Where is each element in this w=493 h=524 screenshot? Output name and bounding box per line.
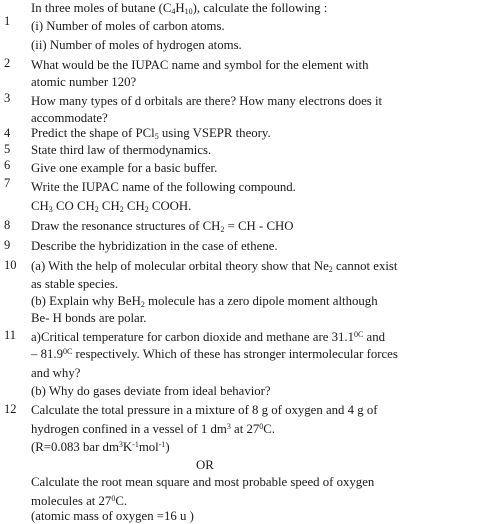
question-text-line: (atomic mass of oxygen =16 u ) xyxy=(31,509,194,523)
question-text-line: (a) With the help of molecular orbital theory show that $Ne_2$ cannot exist xyxy=(31,259,398,274)
question-text-line: (ii) Number of moles of hydrogen atoms. xyxy=(31,38,242,52)
question-number: 7 xyxy=(4,176,11,190)
question-text-line: hydrogen confined in a vessel of 1 $dm^3$ at $27^0C$. xyxy=(31,422,276,436)
question-text-line: (R=0.083 bar $dm^3K^{-1}mol^{-1}$) xyxy=(31,440,170,454)
question-number: 10 xyxy=(4,258,17,272)
question-text-line: and why? xyxy=(31,366,81,380)
question-text-line: as stable species. xyxy=(31,277,119,291)
question-text-line: – $81.9^{0C}$ respectively. Which of these has stronger intermolecular forces xyxy=(31,347,398,361)
question-text-line: Draw the resonance structures of $CH_2$ = CH - CHO xyxy=(31,219,294,234)
question-text-line: a)Critical temperature for carbon dioxide and methane are $31.1^{0C}$ and xyxy=(31,330,386,344)
question-number: 8 xyxy=(4,218,11,232)
question-text-line: State third law of thermodynamics. xyxy=(31,143,212,157)
question-text-line: Write the IUPAC name of the following compound. xyxy=(31,180,296,194)
question-number: 4 xyxy=(4,126,11,140)
question-text-line: molecules at $27^0C$. xyxy=(31,494,128,508)
question-text-line: Be- H bonds are polar. xyxy=(31,311,147,325)
question-text-line: (i) Number of moles of carbon atoms. xyxy=(31,19,225,33)
question-number: 12 xyxy=(4,402,17,416)
question-number: 6 xyxy=(4,158,11,172)
question-text-line: What would be the IUPAC name and symbol for the element with xyxy=(31,58,369,72)
question-number: 11 xyxy=(4,328,17,342)
question-text-line: Give one example for a basic buffer. xyxy=(31,161,218,175)
question-number: 2 xyxy=(4,56,11,70)
question-number: 1 xyxy=(4,14,11,28)
question-text-line: (b) Why do gases deviate from ideal behavior? xyxy=(31,384,271,398)
question-number: 9 xyxy=(4,238,11,252)
question-text-line: (b) Explain why BeH$_2$ molecule has a zero dipole moment although xyxy=(31,294,378,309)
question-number: 3 xyxy=(4,91,11,105)
question-text-line: atomic number 120? xyxy=(31,75,137,89)
question-text-line: Predict the shape of PCl$_5$ using VSEPR theory. xyxy=(31,126,271,141)
question-number: 5 xyxy=(4,142,11,156)
question-text-line: Describe the hybridization in the case of ethene. xyxy=(31,239,278,253)
question-text-line: In three moles of butane $(C_4H_{10})$, calculate the following : xyxy=(31,1,328,16)
question-text-line: accommodate? xyxy=(31,111,108,125)
question-text-line: $CH_3$ CO $CH_2$ $CH_2$ $CH_2$ COOH. xyxy=(31,199,192,214)
question-text-line: How many types of d orbitals are there? How many electrons does it xyxy=(31,94,383,108)
question-text-line: Calculate the root mean square and most probable speed of oxygen xyxy=(31,475,375,489)
question-text-line: Calculate the total pressure in a mixture of 8 g of oxygen and 4 g of xyxy=(31,403,378,417)
or-separator: OR xyxy=(196,458,214,472)
